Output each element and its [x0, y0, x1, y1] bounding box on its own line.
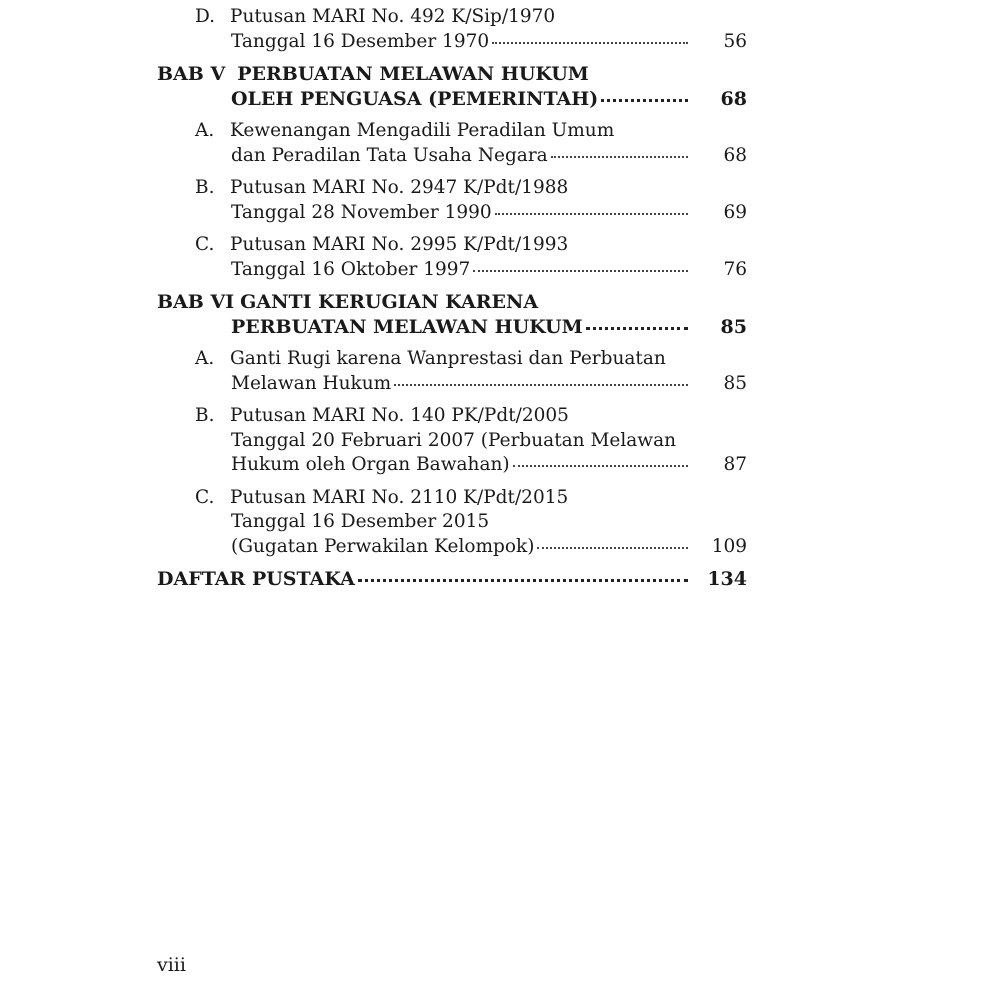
chapter-title-line: OLEH PENGUASA (PEMERINTAH) [231, 87, 599, 110]
entry-line: Putusan MARI No. 2995 K/Pdt/1993 [230, 234, 569, 255]
entry-line: Tanggal 16 Desember 2015 [231, 511, 490, 532]
entry-line: Kewenangan Mengadili Peradilan Umum [230, 120, 615, 141]
page-number: 134 [707, 568, 747, 590]
entry-line: Putusan MARI No. 140 PK/Pdt/2005 [230, 405, 569, 426]
folio-page-number: viii [157, 954, 186, 976]
entry-line: Putusan MARI No. 492 K/Sip/1970 [230, 6, 556, 27]
toc-entry [157, 176, 747, 225]
entry-line: Tanggal 20 Februari 2007 (Perbuatan Melawan [231, 429, 677, 451]
page-number: 109 [711, 535, 747, 557]
dot-leader [358, 579, 688, 582]
entry-letter: C. [195, 486, 215, 508]
chapter-title-line: PERBUATAN MELAWAN HUKUM [237, 63, 589, 85]
entry-line: Tanggal 28 November 1990 [231, 201, 492, 223]
chapter-title-line: GANTI KERUGIAN KARENA [240, 291, 539, 313]
toc-entry [157, 233, 747, 282]
bibliography-entry [157, 567, 747, 592]
page-number: 85 [723, 372, 747, 394]
toc-entry [157, 347, 747, 396]
entry-line: dan Peradilan Tata Usaha Negara [231, 144, 548, 166]
entry-line: Ganti Rugi karena Wanprestasi dan Perbuatan [230, 348, 666, 369]
chapter-entry [157, 290, 747, 339]
dot-leader [537, 547, 688, 549]
dot-leader [495, 213, 688, 215]
entry-line: Putusan MARI No. 2110 K/Pdt/2015 [230, 486, 569, 508]
toc-entry [157, 404, 747, 478]
toc-entry [157, 5, 747, 54]
entry-line: Hukum oleh Organ Bawahan) [231, 454, 510, 475]
entry-line: Putusan MARI No. 2947 K/Pdt/1988 [230, 177, 569, 198]
dot-leader [551, 156, 688, 158]
entry-letter: A. [195, 120, 215, 141]
entry-letter: D. [195, 6, 216, 27]
page-number: 68 [720, 87, 747, 110]
entry-line: Tanggal 16 Desember 1970 [231, 30, 490, 52]
toc-entry [157, 486, 747, 560]
table-of-contents [157, 5, 747, 592]
toc-entry [157, 119, 747, 168]
entry-letter: B. [195, 405, 215, 426]
dot-leader [492, 42, 688, 44]
dot-leader [394, 384, 688, 386]
page-number: 85 [720, 315, 747, 338]
entry-line: Tanggal 16 Oktober 1997 [231, 258, 471, 280]
bibliography-title: DAFTAR PUSTAKA [157, 568, 355, 590]
chapter-label: BAB VI [157, 291, 235, 313]
page-number: 87 [723, 454, 747, 475]
chapter-title-line: PERBUATAN MELAWAN HUKUM [231, 315, 583, 338]
entry-line: (Gugatan Perwakilan Kelompok) [231, 535, 535, 557]
entry-letter: A. [195, 348, 215, 369]
dot-leader [473, 270, 688, 272]
page-number: 68 [723, 144, 747, 166]
entry-letter: C. [195, 234, 215, 255]
page-number: 69 [723, 201, 747, 223]
chapter-label: BAB V [157, 63, 226, 85]
page-number: 56 [723, 30, 747, 52]
entry-letter: B. [195, 177, 215, 198]
chapter-entry [157, 62, 747, 111]
page-number: 76 [723, 258, 747, 280]
entry-line: Melawan Hukum [231, 372, 392, 394]
dot-leader [513, 465, 688, 467]
dot-leader [601, 99, 688, 102]
dot-leader [586, 327, 688, 330]
